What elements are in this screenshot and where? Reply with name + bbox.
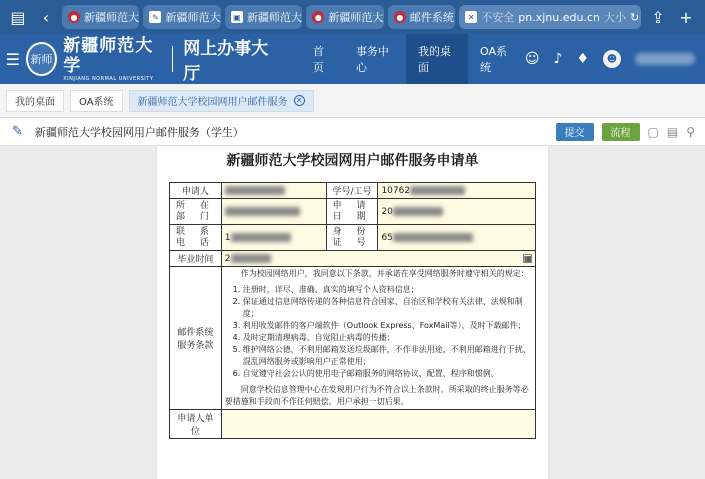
terms-item: 3. 利用收发邮件的客户端软件（Outlook Express、FoxMail等），及时下载邮件； [243,320,532,332]
terms-intro: 作为校园网络用户，我同意以下条款，并承诺在享受网络服务时遵守相关的规定： [240,269,529,278]
url-domain: pn.xjnu.edu.cn [518,10,600,24]
seal-mark: 新师 [30,53,53,66]
applicant-field[interactable] [221,183,326,199]
nav-my-desktop[interactable]: 我的桌面 [406,34,468,84]
dept-label-2: 部 门 [175,211,215,222]
logo-english: XINJIANG NORMAL UNIVERSITY [63,75,154,82]
terms-item: 6. 自觉遵守社会公认的使用电子邮箱服务的网络协议、配置、程序和惯例。 [243,368,532,380]
nav-affairs-center[interactable]: 事务中心 [355,45,389,74]
terms-item: 1. 注册时，详尽、准确、真实的填写个人资料信息； [243,284,532,296]
shirt-icon[interactable]: ♦ [576,51,589,67]
apply-date-value: 20 [381,206,393,217]
phone-field[interactable] [221,225,326,251]
page-tab-bar [0,84,705,118]
portal-title: 网上办事大厅 [183,39,269,84]
tab-oa-system[interactable] [70,90,123,112]
speaker-icon[interactable]: ♪ [553,51,563,67]
terms-footer: 同意学校信息管理中心在发现用户行为不符合以上条款时，所采取的终止服务等必要措施和手段而不作任何赔偿，用户承担一切后果。 [224,385,529,406]
graduation-field[interactable] [221,251,535,267]
browser-tab-label: 邮件系统 [409,11,454,24]
id-number-label-1: 身 份 [332,226,372,237]
student-id-blurred [410,186,465,195]
close-icon[interactable]: ✕ [294,95,305,106]
browser-tab-5[interactable] [388,5,455,29]
apply-date-label-2: 日 期 [332,211,372,222]
browser-tab-3[interactable] [225,5,302,29]
menu-icon[interactable]: ☰ [5,49,21,69]
calendar-icon[interactable]: ▦ [524,253,532,263]
tab-email-service[interactable] [129,90,314,112]
tab-my-desktop[interactable] [6,90,64,112]
tab-label: OA系统 [79,97,114,108]
phone-label [170,225,222,251]
id-number-label [326,225,378,251]
id-number-value: 65 [381,232,393,243]
apply-date-label-1: 申 请 [332,200,372,211]
address-bar[interactable] [459,5,641,29]
tab-label: 我的桌面 [15,97,55,108]
university-seal-icon [26,42,58,76]
print-icon[interactable]: ▤ [666,124,679,139]
tab-label: 新疆师范大学校园网用户邮件服务 [137,97,288,108]
form-heading: 新疆师范大学校园网用户邮件服务申请单 [226,153,479,169]
applicant-label: 申请人 [170,183,222,199]
save-icon[interactable]: ▢ [647,124,659,139]
share-icon[interactable]: ⇪ [651,7,665,27]
sidebar-toggle-icon[interactable]: ▤ [10,7,26,27]
form-toolbar [0,118,705,146]
page-favicon-icon: ▣ [231,11,243,23]
nav-home[interactable]: 首页 [312,45,324,74]
id-number-blurred [393,233,473,242]
student-id-value: 10762 [381,185,411,196]
reload-icon[interactable]: ↻ [629,10,640,24]
application-table [169,182,536,439]
edit-favicon-icon: ✎ [149,11,161,23]
main-nav [301,34,525,84]
dept-label [170,199,222,225]
graduation-label: 毕业时间 [170,251,222,267]
browser-tab-4[interactable] [306,5,383,29]
browser-tab-label: 新疆师范大 [165,11,221,24]
site-favicon-icon: ● [68,11,80,23]
graduation-blurred [231,254,271,263]
flow-button[interactable]: 流程 [602,123,640,141]
nav-oa-system[interactable]: OA系统 [480,45,508,74]
terms-label: 邮件系统服务条款 [170,267,222,410]
unit-field[interactable] [221,410,535,439]
application-form [157,146,548,479]
tab-close-icon[interactable]: ✕ [465,11,477,23]
username-blurred[interactable] [635,53,695,65]
site-header [0,34,705,84]
terms-item: 4. 及时定期清理病毒，自觉阻止病毒的传播； [243,332,532,344]
apply-date-label [326,199,378,225]
submit-button[interactable]: 提交 [556,123,594,141]
terms-list [225,284,532,380]
id-number-label-2: 证 号 [332,237,372,248]
back-icon[interactable]: ‹ [42,7,50,27]
browser-tab-bar [0,0,705,34]
terms-item: 5. 维护网络公德，不利用邮箱发送垃圾邮件，不作非法用途，不利用邮箱进行干扰、混乱网络服务或影响用户正常使用； [243,344,532,368]
attachment-icon[interactable]: ⚲ [686,124,695,139]
text-size-label[interactable]: 大小 [603,11,626,24]
browser-tab-label: 新疆师范大 [83,11,139,24]
browser-tab-label: 新疆师范大 [328,11,384,24]
security-warning: 不安全 [481,11,515,24]
logo-divider [172,46,173,72]
student-id-label: 学号/工号 [326,183,378,199]
apply-date-field[interactable] [378,199,536,225]
mail-favicon-icon: ● [394,11,406,23]
university-logo [63,36,162,83]
new-tab-icon[interactable]: + [679,7,693,27]
student-id-field[interactable] [378,183,536,199]
phone-label-2: 电 话 [175,237,215,248]
unit-label: 申请人单位 [170,410,222,439]
graduation-value: 2 [224,253,231,264]
site-favicon-icon: ● [312,11,324,23]
terms-content [221,267,535,410]
phone-blurred [231,233,291,242]
form-edit-icon: ✎ [12,124,23,139]
dept-label-1: 所 在 [175,200,215,211]
avatar[interactable]: ☻ [603,50,621,68]
id-number-field[interactable] [378,225,536,251]
phone-label-1: 联 系 [175,226,215,237]
dept-blurred [225,207,300,216]
form-title: 新疆师范大学校园网用户邮件服务（学生） [34,125,244,139]
dept-field[interactable] [221,199,326,225]
terms-item: 2. 保证通过信息网络传递的各种信息符合国家、自治区和学校有关法律、法规和制度； [243,296,532,320]
apply-date-blurred [393,207,443,216]
logo-chinese: 新疆师范大学 [63,35,154,76]
phone-value: 1 [224,232,231,243]
browser-tab-label: 新疆师范大 [246,11,302,24]
applicant-blurred [225,186,285,195]
browser-tab-2[interactable] [143,5,220,29]
browser-tab-1[interactable] [62,5,139,29]
chat-icon[interactable]: ☺ [524,51,540,67]
